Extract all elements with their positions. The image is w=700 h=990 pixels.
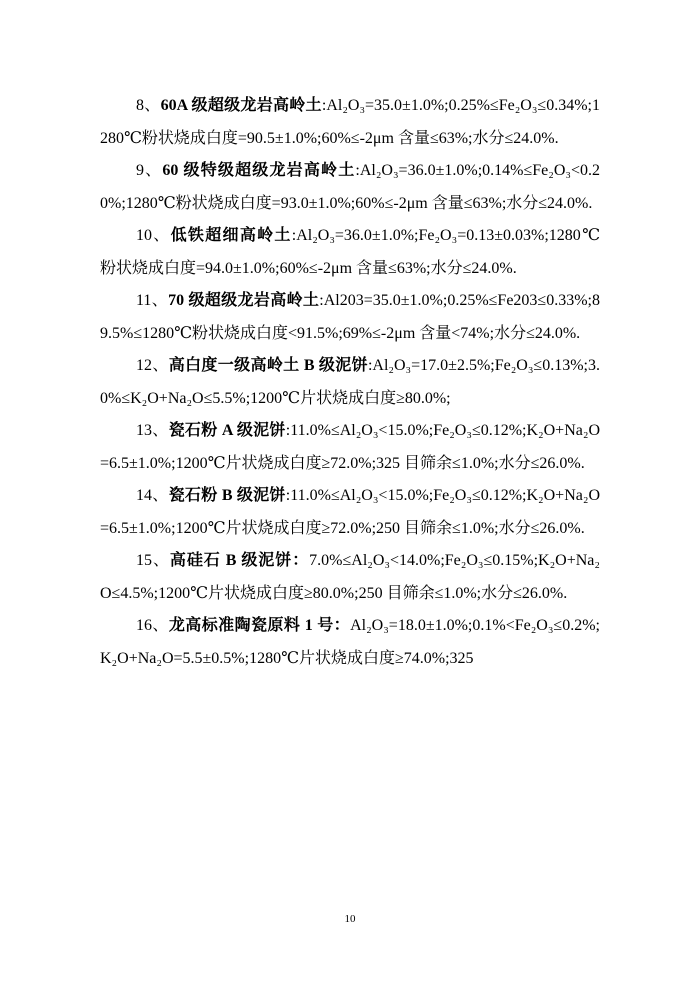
item-specs: Al₂O₃=36.0±1.0%;Fe₂O₃=0.13±0.03%;1280℃粉状烧成白度=94.0±1.0%;60%≤-2μm 含量≤63%;水分≤24.0%. (100, 227, 600, 277)
spec-paragraph (100, 155, 600, 220)
item-specs: 7.0%≤Al₂O₃<14.0%;Fe₂O₃≤0.15%;K₂O+Na₂O≤4.5%;1200℃片状烧成白度≥80.0%;250 目筛余≤1.0%;水分≤26.0%. (100, 552, 600, 602)
item-title: 瓷石粉 B 级泥饼 (168, 487, 286, 504)
item-title: 高硅石 B 级泥饼： (169, 552, 310, 569)
item-title: 70 级超级龙岩高岭土 (168, 292, 320, 309)
item-specs: 11.0%≤Al₂O₃<15.0%;Fe₂O₃≤0.12%;K₂O+Na₂O=6.5±1.0%;1200℃片状烧成白度≥72.0%;250 目筛余≤1.0%;水分≤26.0%. (100, 487, 600, 537)
document-body (100, 90, 600, 675)
item-separator: : (319, 292, 324, 309)
page-number: 10 (344, 913, 356, 925)
spec-paragraph (100, 545, 600, 610)
spec-paragraph (100, 285, 600, 350)
item-title: 高白度一级高岭土 B 级泥饼 (168, 357, 368, 374)
item-specs: Al₂O₃=36.0±1.0%;0.14%≤Fe₂O₃<0.20%;1280℃粉状烧成白度=93.0±1.0%;60%≤-2μm 含量≤63%;水分≤24.0%. (100, 162, 600, 212)
item-number: 10、 (136, 227, 171, 244)
item-number: 13、 (136, 422, 169, 439)
spec-paragraph (100, 480, 600, 545)
item-title: 60A 级超级龙岩高岭土 (160, 97, 322, 114)
item-specs: 11.0%≤Al₂O₃<15.0%;Fe₂O₃≤0.12%;K₂O+Na₂O=6.5±1.0%;1200℃片状烧成白度≥72.0%;325 目筛余≤1.0%;水分≤26.0%. (100, 422, 600, 472)
spec-paragraph (100, 90, 600, 155)
item-number: 15、 (136, 552, 170, 569)
item-number: 9、 (136, 162, 163, 179)
item-separator: : (321, 97, 327, 114)
item-number: 11、 (136, 292, 169, 309)
item-number: 12、 (136, 357, 169, 374)
item-number: 14、 (136, 487, 169, 504)
spec-paragraph (100, 220, 600, 285)
item-title: 瓷石粉 A 级泥饼 (168, 422, 286, 439)
item-specs: Al₂O₃=35.0±1.0%;0.25%≤Fe₂O₃≤0.34%;1280℃粉状烧成白度=90.5±1.0%;60%≤-2μm 含量≤63%;水分≤24.0%. (100, 97, 600, 147)
item-separator: : (367, 357, 373, 374)
item-separator: : (285, 422, 291, 439)
item-separator: : (355, 162, 360, 179)
item-number: 8、 (136, 97, 161, 114)
item-separator: : (285, 487, 291, 504)
item-title: 低铁超细高岭土 (170, 227, 292, 244)
spec-paragraph (100, 610, 600, 675)
item-specs: Al₂O₃=18.0±1.0%;0.1%<Fe₂O₃≤0.2%;K₂O+Na₂O=5.5±0.5%;1280℃片状烧成白度≥74.0%;325 (100, 617, 600, 667)
spec-paragraph (100, 415, 600, 480)
spec-paragraph (100, 350, 600, 415)
item-separator: : (291, 227, 297, 244)
item-title: 龙高标准陶瓷原料 1 号： (168, 617, 351, 634)
item-number: 16、 (136, 617, 169, 634)
item-specs: Al₂O₃=17.0±2.5%;Fe₂O₃≤0.13%;3.0%≤K₂O+Na₂O≤5.5%;1200℃片状烧成白度≥80.0%; (100, 357, 600, 407)
item-specs: Al203=35.0±1.0%;0.25%≤Fe203≤0.33%;89.5%≤1280℃粉状烧成白度<91.5%;69%≤-2μm 含量<74%;水分≤24.0%. (100, 292, 600, 342)
item-title: 60 级特级超级龙岩高岭土 (162, 162, 356, 179)
